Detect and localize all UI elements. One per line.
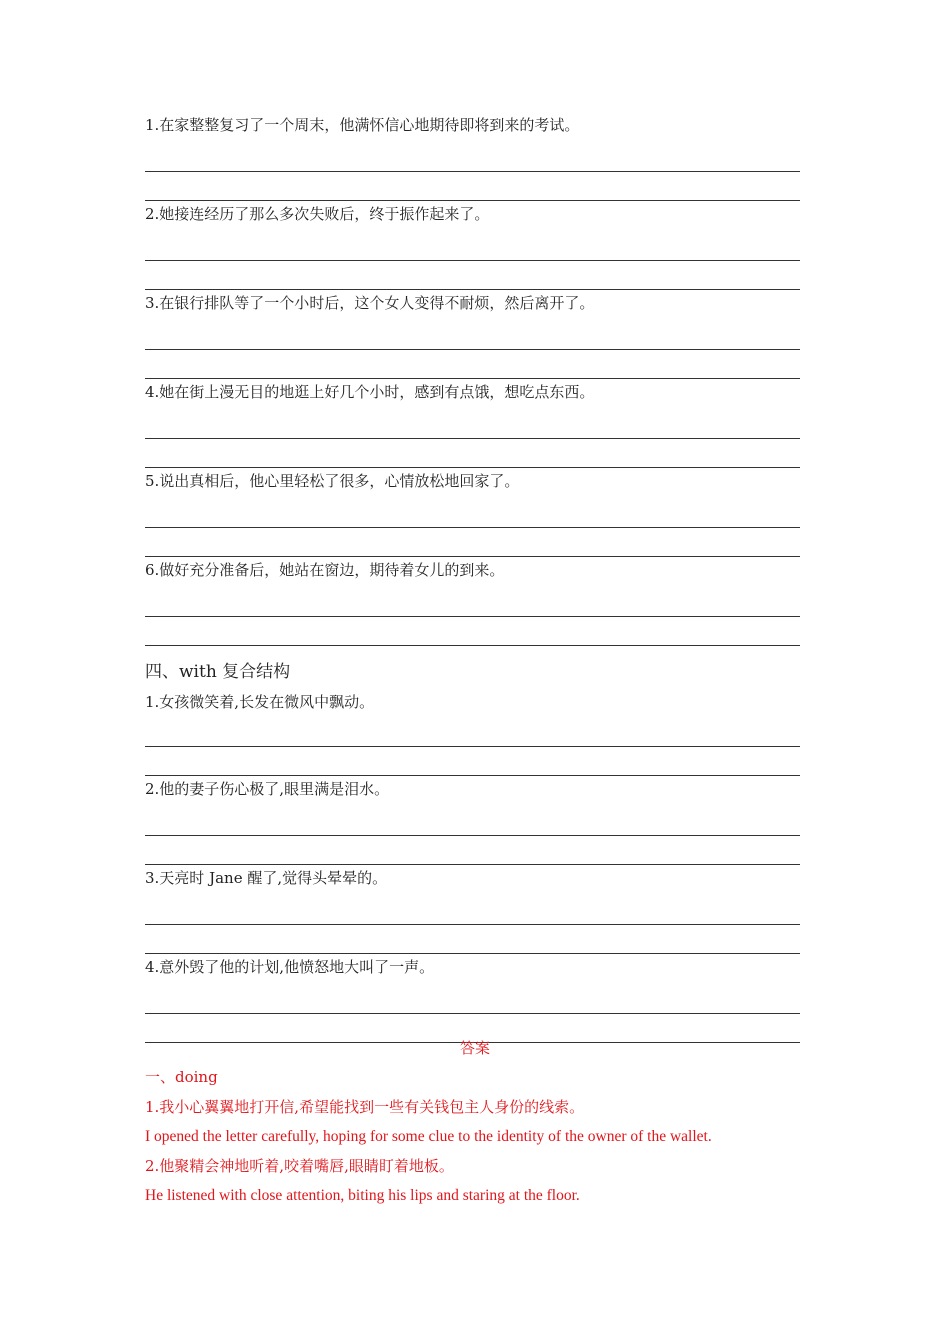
exercise-prompt: 4.意外毁了他的计划,他愤怒地大叫了一声。	[145, 958, 435, 976]
answer-english-sentence: I opened the letter carefully, hoping for some clue to the identity of the owner of the wallet.	[145, 1127, 712, 1145]
exercise-prompt: 2.他的妻子伤心极了,眼里满是泪水。	[145, 780, 390, 798]
answer-chinese-sentence: 1.我小心翼翼地打开信,希望能找到一些有关钱包主人身份的线索。	[145, 1097, 585, 1116]
exercise-prompt: 1.女孩微笑着,长发在微风中飘动。	[145, 693, 375, 711]
answer-line[interactable]	[145, 804, 800, 836]
answer-line[interactable]	[145, 617, 800, 646]
exercise-prompt: 6.做好充分准备后，她站在窗边，期待着女儿的到来。	[145, 561, 505, 579]
answer-chinese-sentence: 2.他聚精会神地听着,咬着嘴唇,眼睛盯着地板。	[145, 1157, 454, 1176]
answer-line[interactable]	[145, 407, 800, 439]
answer-english-sentence: He listened with close attention, biting his lips and staring at the floor.	[145, 1187, 580, 1205]
exercise-prompt: 5.说出真相后，他心里轻松了很多，心情放松地回家了。	[145, 472, 520, 490]
exercise-prompt: 3.天亮时 Jane 醒了,觉得头晕晕的。	[145, 869, 388, 887]
exercise-item	[145, 468, 800, 557]
answer-line[interactable]	[145, 496, 800, 528]
answer-line[interactable]	[145, 925, 800, 954]
answer-line[interactable]	[145, 439, 800, 468]
answer-line[interactable]	[145, 350, 800, 379]
answer-line[interactable]	[145, 747, 800, 776]
answer-line[interactable]	[145, 172, 800, 201]
answer-section-heading: 一、doing	[145, 1068, 218, 1086]
exercise-item	[145, 557, 800, 646]
answer-line[interactable]	[145, 585, 800, 617]
section-heading: 四、with 复合结构	[145, 662, 291, 682]
answer-line[interactable]	[145, 229, 800, 261]
exercise-item	[145, 112, 800, 201]
exercise-prompt: 4.她在街上漫无目的地逛上好几个小时，感到有点饿，想吃点东西。	[145, 383, 595, 401]
answer-key	[145, 1034, 805, 1212]
exercise-item	[145, 379, 800, 468]
answer-line[interactable]	[145, 318, 800, 350]
answer-line[interactable]	[145, 715, 800, 747]
exercise-prompt: 1.在家整整复习了一个周末，他满怀信心地期待即将到来的考试。	[145, 116, 580, 134]
translation-exercises	[145, 112, 800, 1043]
answer-line[interactable]	[145, 893, 800, 925]
exercise-prompt: 3.在银行排队等了一个小时后，这个女人变得不耐烦，然后离开了。	[145, 294, 595, 312]
answer-line[interactable]	[145, 982, 800, 1014]
answer-line[interactable]	[145, 140, 800, 172]
answer-line[interactable]	[145, 836, 800, 865]
answer-key-title: 答案	[459, 1039, 490, 1057]
exercise-item	[145, 201, 800, 290]
exercise-item	[145, 290, 800, 379]
exercise-prompt: 2.她接连经历了那么多次失败后，终于振作起来了。	[145, 205, 490, 223]
answer-line[interactable]	[145, 261, 800, 290]
answer-line[interactable]	[145, 528, 800, 557]
